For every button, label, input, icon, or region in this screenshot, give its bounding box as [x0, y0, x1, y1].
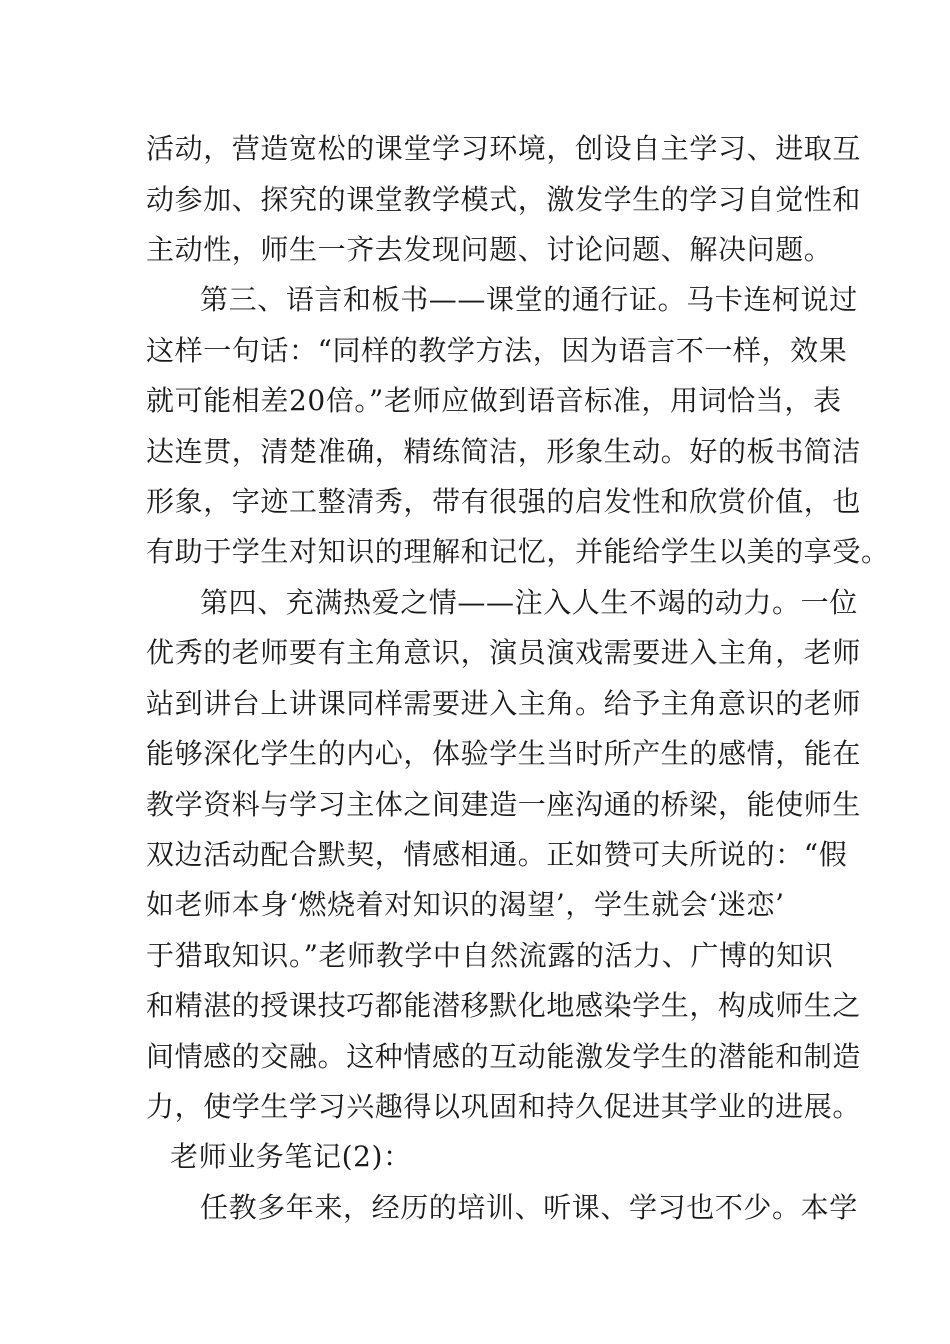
body-text-line: 站到讲台上讲课同样需要进入主角。给予主角意识的老师	[146, 687, 862, 720]
body-text-line: 优秀的老师要有主角意识，演员演戏需要进入主角，老师	[146, 636, 862, 669]
body-text-line: 达连贯，清楚准确，精练简洁，形象生动。好的板书简洁	[146, 435, 862, 468]
paragraph-first-line: 第三、语言和板书——课堂的通行证。马卡连柯说过	[200, 283, 858, 316]
body-text-line: 于猎取知识。”老师教学中自然流露的活力、广博的知识	[146, 939, 834, 972]
body-text-line: 和精湛的授课技巧都能潜移默化地感染学生，构成师生之	[146, 989, 862, 1022]
body-text-line: 力，使学生学习兴趣得以巩固和持久促进其学业的进展。	[146, 1090, 862, 1123]
body-text-line: 动参加、探究的课堂教学模式，激发学生的学习自觉性和	[146, 183, 862, 216]
section-heading: 老师业务笔记(2)：	[170, 1140, 412, 1173]
body-text-line: 教学资料与学习主体之间建造一座沟通的桥梁，能使师生	[146, 788, 862, 821]
body-text-line: 这样一句话：“同样的教学方法，因为语言不一样，效果	[146, 334, 848, 367]
body-text-line: 能够深化学生的内心，体验学生当时所产生的感情，能在	[146, 737, 862, 770]
body-text-line: 活动，营造宽松的课堂学习环境，创设自主学习、进取互	[146, 132, 862, 165]
body-text-line: 主动性，师生一齐去发现问题、讨论问题、解决问题。	[146, 233, 833, 266]
body-text-line: 有助于学生对知识的理解和记忆，并能给学生以美的享受。	[146, 535, 890, 568]
body-text-line: 间情感的交融。这种情感的互动能激发学生的潜能和制造	[146, 1040, 862, 1073]
body-text-line: 就可能相差20倍。”老师应做到语音标准，用词恰当，表	[146, 384, 842, 417]
paragraph-first-line: 第四、充满热爱之情——注入人生不竭的动力。一位	[200, 586, 858, 619]
body-text-line: 形象，字迹工整清秀，带有很强的启发性和欣赏价值，也	[146, 485, 862, 518]
body-text-line: 双边活动配合默契，情感相通。正如赞可夫所说的：“假	[146, 838, 848, 871]
paragraph-first-line: 任教多年来，经历的培训、听课、学习也不少。本学	[200, 1191, 858, 1224]
body-text-line: 如老师本身‘燃烧着对知识的渴望’，学生就会‘迷恋’	[146, 888, 785, 921]
